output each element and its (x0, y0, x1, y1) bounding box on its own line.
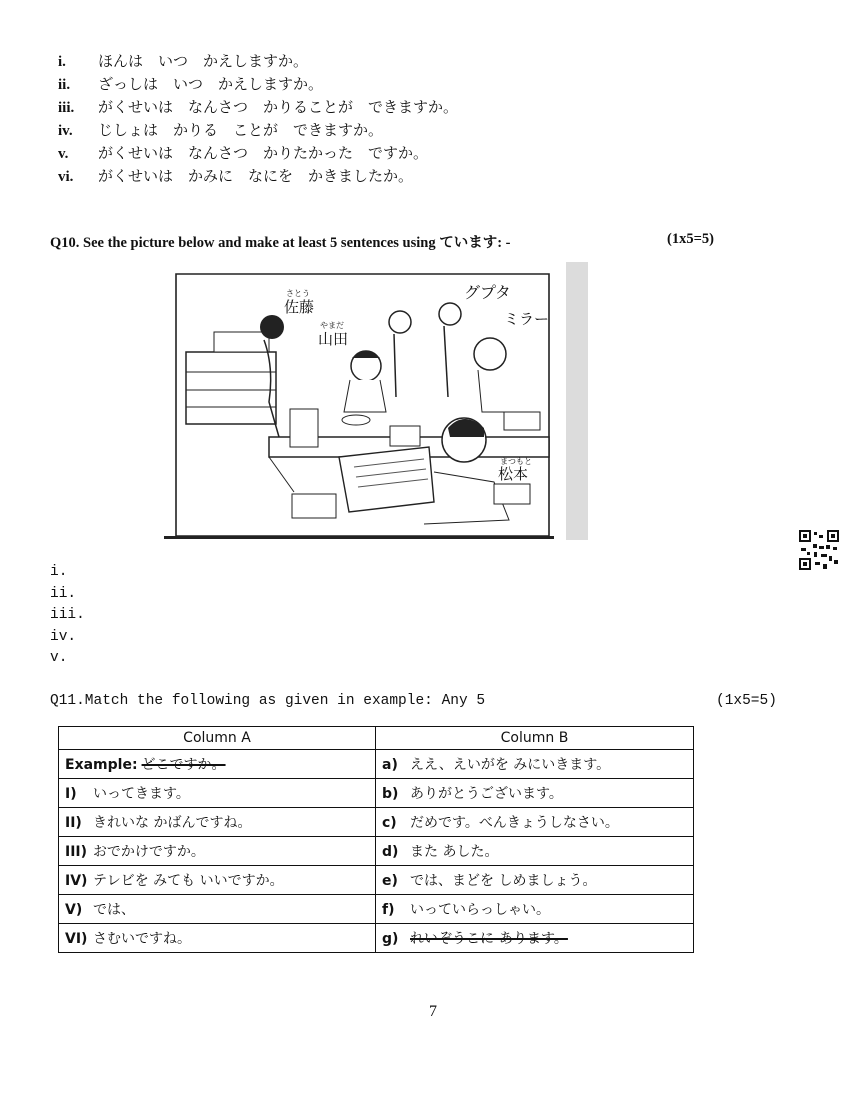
page-number: 7 (429, 1003, 437, 1020)
label-matsumoto-ruby: まつもと (500, 457, 532, 466)
prev-question-list (58, 50, 458, 188)
list-item: ii. ざっしは いつ かえしますか。 (58, 75, 324, 93)
match-table-wrapper (58, 726, 694, 953)
list-item: vi. がくせいは かみに なにを かきましたか。 (58, 167, 414, 185)
column-b-cell: e) では、まどを しめましょう。 (376, 866, 694, 895)
table-row (59, 895, 694, 924)
table-row (59, 779, 694, 808)
answer-line: ii. (50, 585, 77, 602)
answer-line: iv. (50, 628, 77, 645)
table-row (59, 837, 694, 866)
label-yamada: 山田 (318, 330, 349, 348)
table-row (59, 866, 694, 895)
table-row (59, 750, 694, 779)
office-picture (164, 262, 588, 540)
answer-line: iii. (50, 607, 85, 623)
column-b-cell: c) だめです。べんきょうしなさい。 (376, 808, 694, 837)
list-item: iii. がくせいは なんさつ かりることが できますか。 (58, 98, 459, 116)
q11-marks: (1x5=5) (716, 693, 777, 709)
label-sato-ruby: さとう (286, 289, 310, 298)
column-a-cell: V) では、 (59, 895, 376, 924)
office-illustration (164, 262, 588, 540)
label-sato: 佐藤 (284, 298, 315, 316)
q10-answer-list (50, 562, 85, 670)
label-matsumoto: 松本 (498, 465, 529, 483)
column-a-cell: IV) テレビを みても いいですか。 (59, 866, 376, 895)
column-b-cell: f) いっていらっしゃい。 (376, 895, 694, 924)
label-miller: ミラー (504, 310, 550, 328)
column-a-cell: VI) さむいですね。 (59, 924, 376, 953)
table-header-row (59, 727, 694, 750)
column-b-cell: g) れいぞうこに-あります。 (376, 924, 694, 953)
match-table (58, 726, 694, 953)
list-item: iv. じしょは かりる ことが できますか。 (58, 121, 384, 139)
answer-line: v. (50, 650, 68, 666)
qr-code-icon (799, 530, 839, 570)
column-b-cell: b) ありがとうございます。 (376, 779, 694, 808)
label-gupta: グプタ (464, 283, 511, 302)
column-a-cell: I) いってきます。 (59, 779, 376, 808)
column-a-cell: II) きれいな かばんですね。 (59, 808, 376, 837)
table-row (59, 924, 694, 953)
list-item: i. ほんは いつ かえしますか。 (58, 52, 309, 70)
answer-line: i. (50, 564, 68, 580)
column-a-cell: III) おでかけですか。 (59, 837, 376, 866)
label-yamada-ruby: やまだ (320, 321, 344, 330)
list-item: v. がくせいは なんさつ かりたかった ですか。 (58, 144, 429, 162)
column-b-cell: d) また あした。 (376, 837, 694, 866)
column-a-header: Column A (59, 727, 376, 750)
column-b-cell: a) ええ、えいがを みにいきます。 (376, 750, 694, 779)
q10-title: Q10. See the picture below and make at least 5 sentences using ています: - (50, 235, 511, 251)
q11-title: Q11.Match the following as given in example: Any 5 (50, 693, 486, 709)
q10-marks: (1x5=5) (667, 231, 714, 247)
column-a-cell: Example: どこですか。 (59, 750, 376, 779)
column-b-header: Column B (376, 727, 694, 750)
table-row (59, 808, 694, 837)
qr-code (799, 530, 839, 570)
